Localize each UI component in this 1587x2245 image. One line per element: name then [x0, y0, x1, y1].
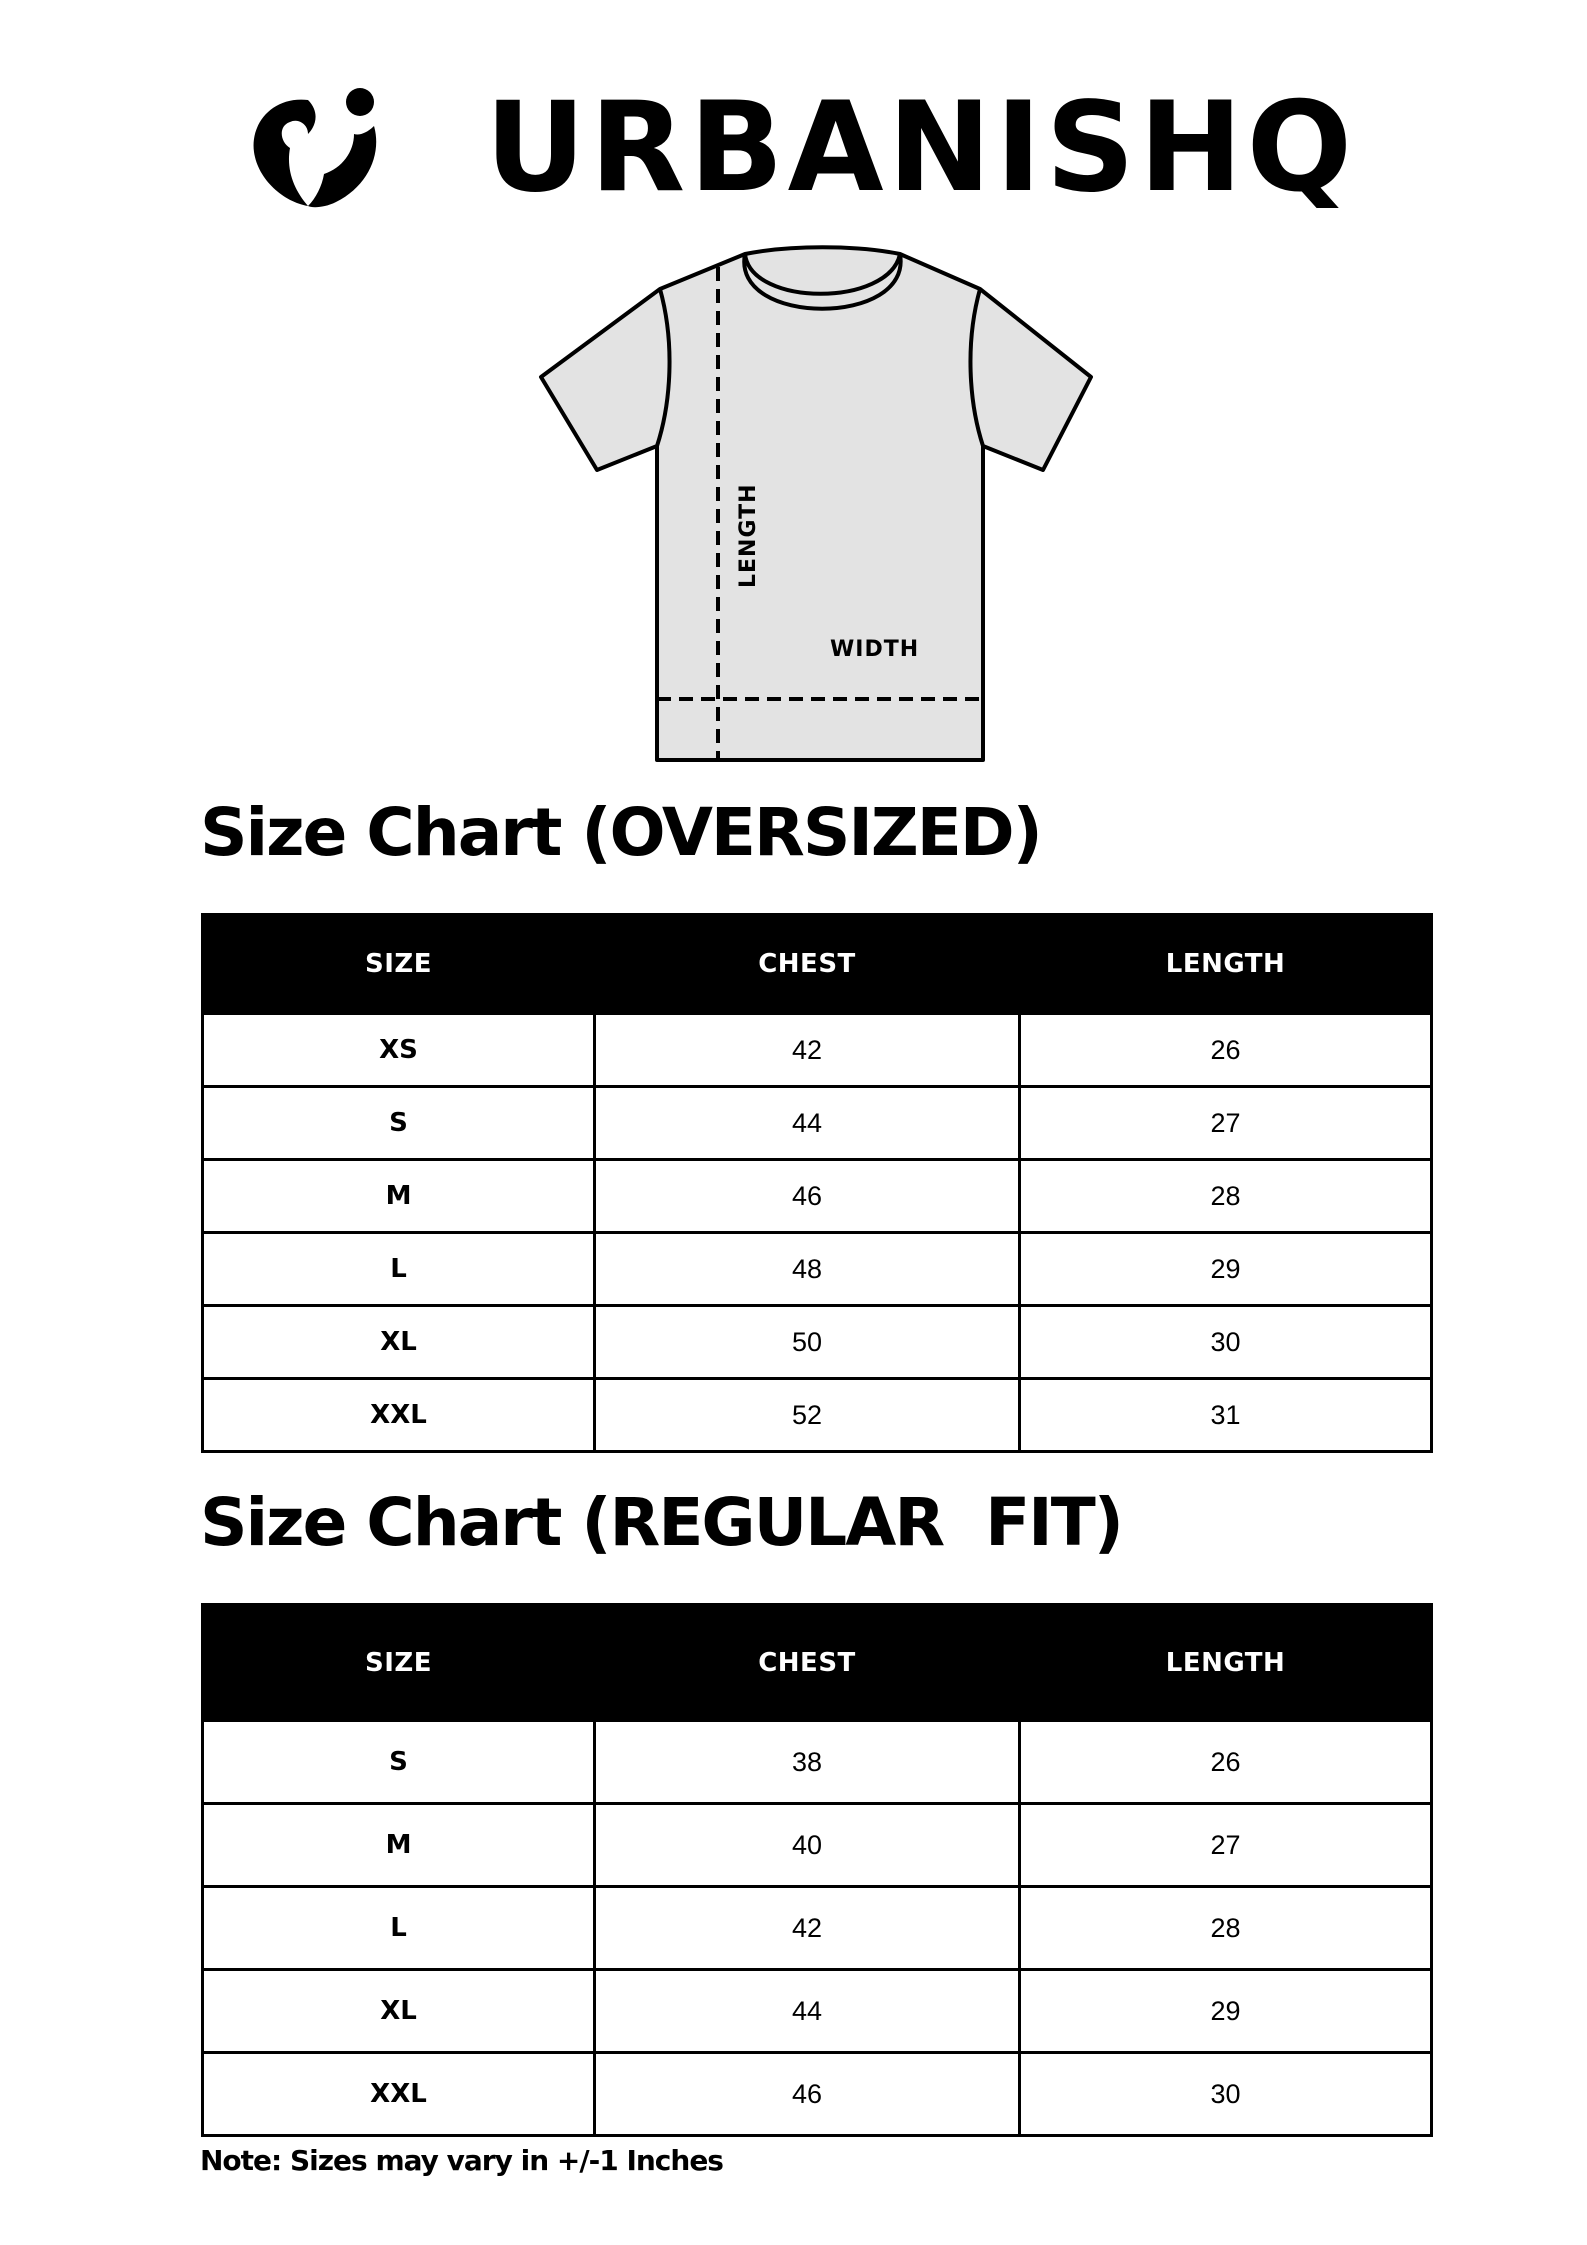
- length-cell: 27: [1020, 1087, 1432, 1160]
- chest-cell: 46: [595, 1160, 1020, 1233]
- size-cell: XL: [203, 1306, 595, 1379]
- length-label: LENGTH: [736, 483, 761, 588]
- length-cell: 28: [1020, 1887, 1432, 1970]
- size-cell: XXL: [203, 1379, 595, 1452]
- length-cell: 27: [1020, 1804, 1432, 1887]
- table-header-row: [203, 1605, 1432, 1721]
- length-cell: 31: [1020, 1379, 1432, 1452]
- chest-cell: 46: [595, 2053, 1020, 2136]
- chest-cell: 50: [595, 1306, 1020, 1379]
- chest-cell: 40: [595, 1804, 1020, 1887]
- table-row: [203, 1379, 1432, 1452]
- size-cell: M: [203, 1160, 595, 1233]
- brand-name: URBANISHQ: [485, 76, 1357, 220]
- heart-drop-logo-icon: [250, 82, 382, 208]
- table-row: [203, 1087, 1432, 1160]
- table-row: [203, 1014, 1432, 1087]
- header-size: SIZE: [203, 1605, 595, 1721]
- chest-cell: 44: [595, 1087, 1020, 1160]
- header-length: LENGTH: [1020, 915, 1432, 1014]
- regular-fit-title: Size Chart (REGULAR FIT): [200, 1484, 1122, 1561]
- size-cell: L: [203, 1233, 595, 1306]
- size-cell: M: [203, 1804, 595, 1887]
- header-chest: CHEST: [595, 1605, 1020, 1721]
- oversized-title: Size Chart (OVERSIZED): [200, 794, 1041, 871]
- oversized-size-table: [201, 913, 1433, 1453]
- table-row: [203, 2053, 1432, 2136]
- chest-cell: 48: [595, 1233, 1020, 1306]
- size-cell: XXL: [203, 2053, 595, 2136]
- size-cell: L: [203, 1887, 595, 1970]
- chest-cell: 42: [595, 1887, 1020, 1970]
- header-chest: CHEST: [595, 915, 1020, 1014]
- table-row: [203, 1887, 1432, 1970]
- table-row: [203, 1721, 1432, 1804]
- table-row: [203, 1970, 1432, 2053]
- header-size: SIZE: [203, 915, 595, 1014]
- regular-fit-size-table: [201, 1603, 1433, 2137]
- chest-cell: 44: [595, 1970, 1020, 2053]
- length-cell: 26: [1020, 1721, 1432, 1804]
- table-row: [203, 1804, 1432, 1887]
- size-cell: S: [203, 1721, 595, 1804]
- size-cell: XS: [203, 1014, 595, 1087]
- length-cell: 30: [1020, 1306, 1432, 1379]
- length-cell: 26: [1020, 1014, 1432, 1087]
- chest-cell: 52: [595, 1379, 1020, 1452]
- length-cell: 29: [1020, 1233, 1432, 1306]
- table-row: [203, 1233, 1432, 1306]
- size-cell: XL: [203, 1970, 595, 2053]
- brand-header: [250, 76, 1357, 220]
- length-cell: 30: [1020, 2053, 1432, 2136]
- tshirt-icon: [535, 243, 1110, 773]
- header-length: LENGTH: [1020, 1605, 1432, 1721]
- tshirt-diagram: [535, 243, 1110, 773]
- length-cell: 29: [1020, 1970, 1432, 2053]
- table-header-row: [203, 915, 1432, 1014]
- width-label: WIDTH: [830, 637, 920, 662]
- table-row: [203, 1306, 1432, 1379]
- chest-cell: 38: [595, 1721, 1020, 1804]
- table-row: [203, 1160, 1432, 1233]
- chest-cell: 42: [595, 1014, 1020, 1087]
- size-cell: S: [203, 1087, 595, 1160]
- length-cell: 28: [1020, 1160, 1432, 1233]
- sizing-note: Note: Sizes may vary in +/-1 Inches: [200, 2144, 723, 2177]
